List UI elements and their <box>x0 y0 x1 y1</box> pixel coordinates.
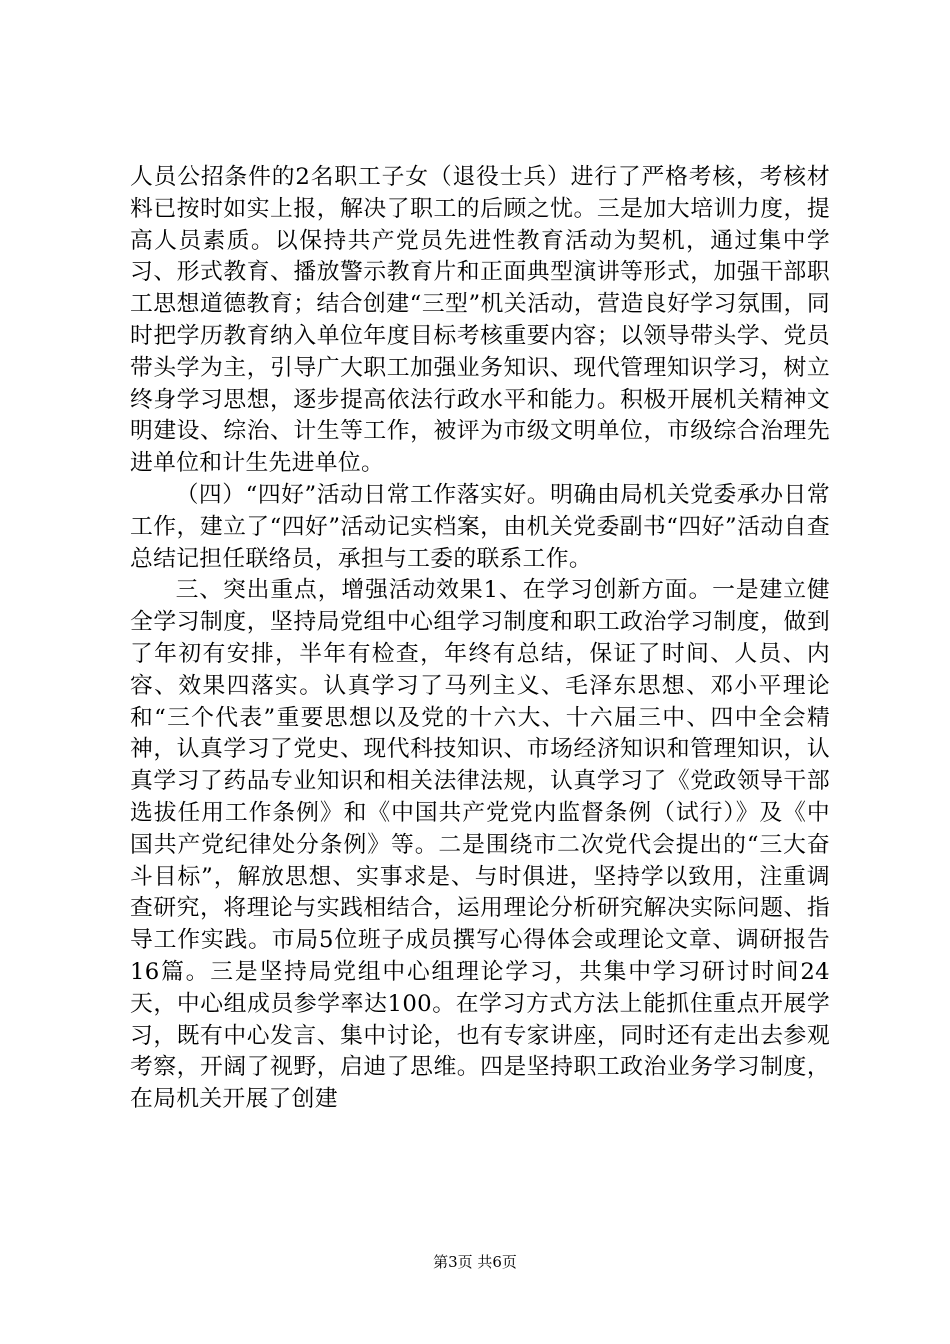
page-footer <box>0 1252 950 1272</box>
body-paragraph-3: 三、突出重点，增强活动效果1、在学习创新方面。一是建立健全学习制度，坚持局党组中心组学习制度和职工政治学习制度，做到了年初有安排，半年有检查，年终有总结，保证了时间、人员、内容、效果四落实。认真学习了马列主义、毛泽东思想、邓小平理论和“三个代表”重要思想以及党的十六大、十六届三中、四中全会精神，认真学习了党史、现代科技知识、市场经济知识和管理知识，认真学习了药品专业知识和相关法律法规，认真学习了《党政领导干部选拔任用工作条例》和《中国共产党党内监督条例（试行）》及《中国共产党纪律处分条例》等。二是围绕市二次党代会提出的“三大奋斗目标”，解放思想、实事求是、与时俱进，坚持学以致用，注重调查研究，将理论与实践相结合，运用理论分析研究解决实际问题、指导工作实践。市局5位班子成员撰写心得体会或理论文章、调研报告16篇。三是坚持局党组中心组理论学习，共集中学习研讨时间24天，中心组成员参学率达100。在学习方式方法上能抓住重点开展学习，既有中心发言、集中讨论，也有专家讲座，同时还有走出去参观考察，开阔了视野，启迪了思维。四是坚持职工政治业务学习制度，在局机关开展了创建 <box>130 577 830 1113</box>
body-paragraph-1: 人员公招条件的2名职工子女（退役士兵）进行了严格考核，考核材料已按时如实上报，解决了职工的后顾之忧。三是加大培训力度，提高人员素质。以保持共产党员先进性教育活动为契机，通过集中学习、形式教育、播放警示教育片和正面典型演讲等形式，加强干部职工思想道德教育；结合创建“三型”机关活动，营造良好学习氛围，同时把学历教育纳入单位年度目标考核重要内容；以领导带头学、党员带头学为主，引导广大职工加强业务知识、现代管理知识学习，树立终身学习思想，逐步提高依法行政水平和能力。积极开展机关精神文明建设、综治、计生等工作，被评为市级文明单位，市级综合治理先进单位和计生先进单位。 <box>130 164 830 477</box>
body-paragraph-2: （四）“四好”活动日常工作落实好。明确由局机关党委承办日常工作，建立了“四好”活动记实档案，由机关党委副书“四好”活动自查总结记担任联络员，承担与工委的联系工作。 <box>130 481 830 572</box>
page-number-label: 第3页 共6页 <box>433 1253 517 1271</box>
document-body <box>130 162 830 1116</box>
